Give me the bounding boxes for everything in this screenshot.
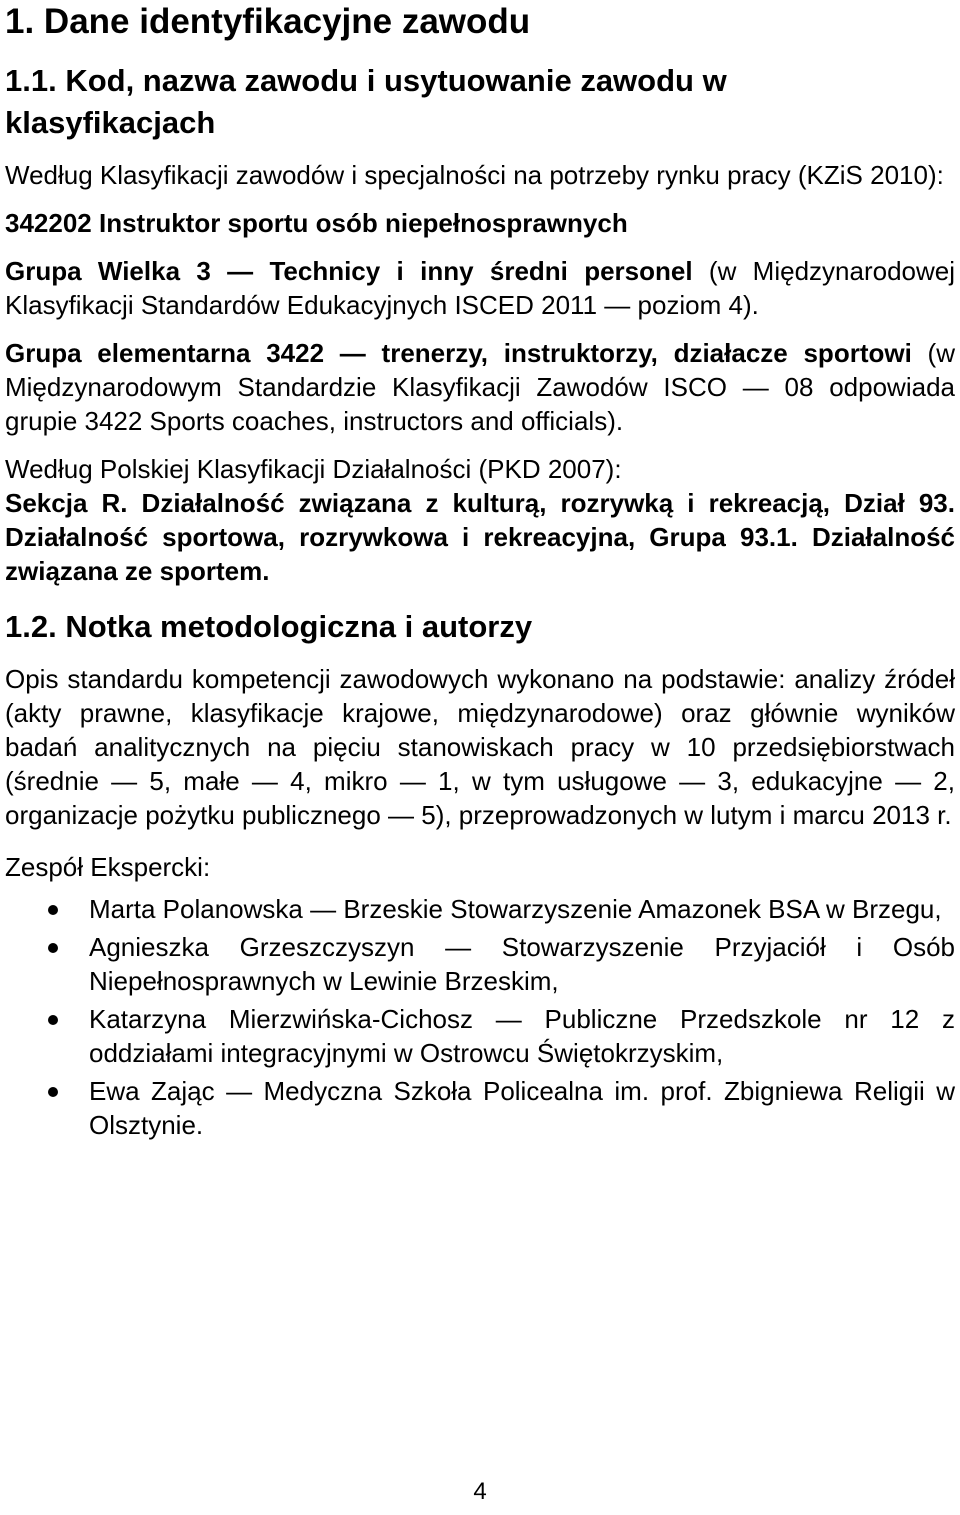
experts-list — [5, 892, 955, 1142]
isco-note: (w Międzynarodowym Standardzie Klasyfikacji Zawodów ISCO — 08 odpowiada grupie 3422 Sports coaches, instructors and officials). — [5, 338, 955, 436]
list-item: Ewa Zając — Medyczna Szkoła Policealna im. prof. Zbigniewa Religii w Olsztynie. — [5, 1074, 955, 1142]
document-page — [5, 0, 955, 1146]
pkd-intro: Według Polskiej Klasyfikacji Działalności (PKD 2007): — [5, 454, 622, 484]
page-number: 4 — [473, 1478, 487, 1505]
isco-paragraph — [5, 336, 955, 438]
section-heading: 1. Dane identyfikacyjne zawodu — [5, 2, 531, 41]
bullet-icon — [48, 943, 58, 953]
bullet-icon — [48, 905, 58, 915]
list-item: Agnieszka Grzeszczyszyn — Stowarzyszenie Przyjaciół i Osób Niepełnosprawnych w Lewinie Brzeskim, — [5, 930, 955, 998]
occupation-code-name: 342202 Instruktor sportu osób niepełnosprawnych — [5, 208, 628, 238]
list-item: Katarzyna Mierzwińska-Cichosz — Publiczne Przedszkole nr 12 z oddziałami integracyjnymi w Ostrowcu Świętokrzyskim, — [5, 1002, 955, 1070]
kzis-intro: Według Klasyfikacji zawodów i specjalności na potrzeby rynku pracy (KZiS 2010): — [5, 160, 944, 190]
isced-note: (w Międzynarodowej Klasyfikacji Standardów Edukacyjnych ISCED 2011 — poziom 4). — [5, 256, 955, 320]
isced-group: Grupa Wielka 3 — Technicy i inny średni personel — [5, 256, 693, 286]
list-item: Marta Polanowska — Brzeskie Stowarzyszenie Amazonek BSA w Brzegu, — [5, 892, 955, 926]
subsection-heading-1-2: 1.2. Notka metodologiczna i autorzy — [5, 609, 533, 644]
experts-label: Zespół Ekspercki: — [5, 852, 211, 882]
isco-group: Grupa elementarna 3422 — trenerzy, instruktorzy, działacze sportowi — [5, 338, 912, 368]
bullet-icon — [48, 1087, 58, 1097]
method-paragraph: Opis standardu kompetencji zawodowych wykonano na podstawie: analizy źródeł (akty prawne, klasyfikacje krajowe, międzynarodowe) oraz głównie wyników badań analitycznych na pięciu stanowiskach pracy w 10 przedsiębiorstwach (średnie — 5, małe — 4, mikro — 1, w tym usługowe — 3, edukacyjne — 2, organizacje pożytku publicznego — 5), przeprowadzonych w lutym i marcu 2013 r. — [5, 664, 955, 830]
bullet-icon — [48, 1015, 58, 1025]
isced-paragraph — [5, 254, 955, 322]
pkd-detail: Sekcja R. Działalność związana z kulturą, rozrywką i rekreacją, Dział 93. Działalność sportowa, rozrywkowa i rekreacyjna, Grupa 93.1. Działalność związana ze sportem. — [5, 488, 955, 586]
subsection-heading-1-1: 1.1. Kod, nazwa zawodu i usytuowanie zawodu w klasyfikacjach — [5, 63, 727, 140]
